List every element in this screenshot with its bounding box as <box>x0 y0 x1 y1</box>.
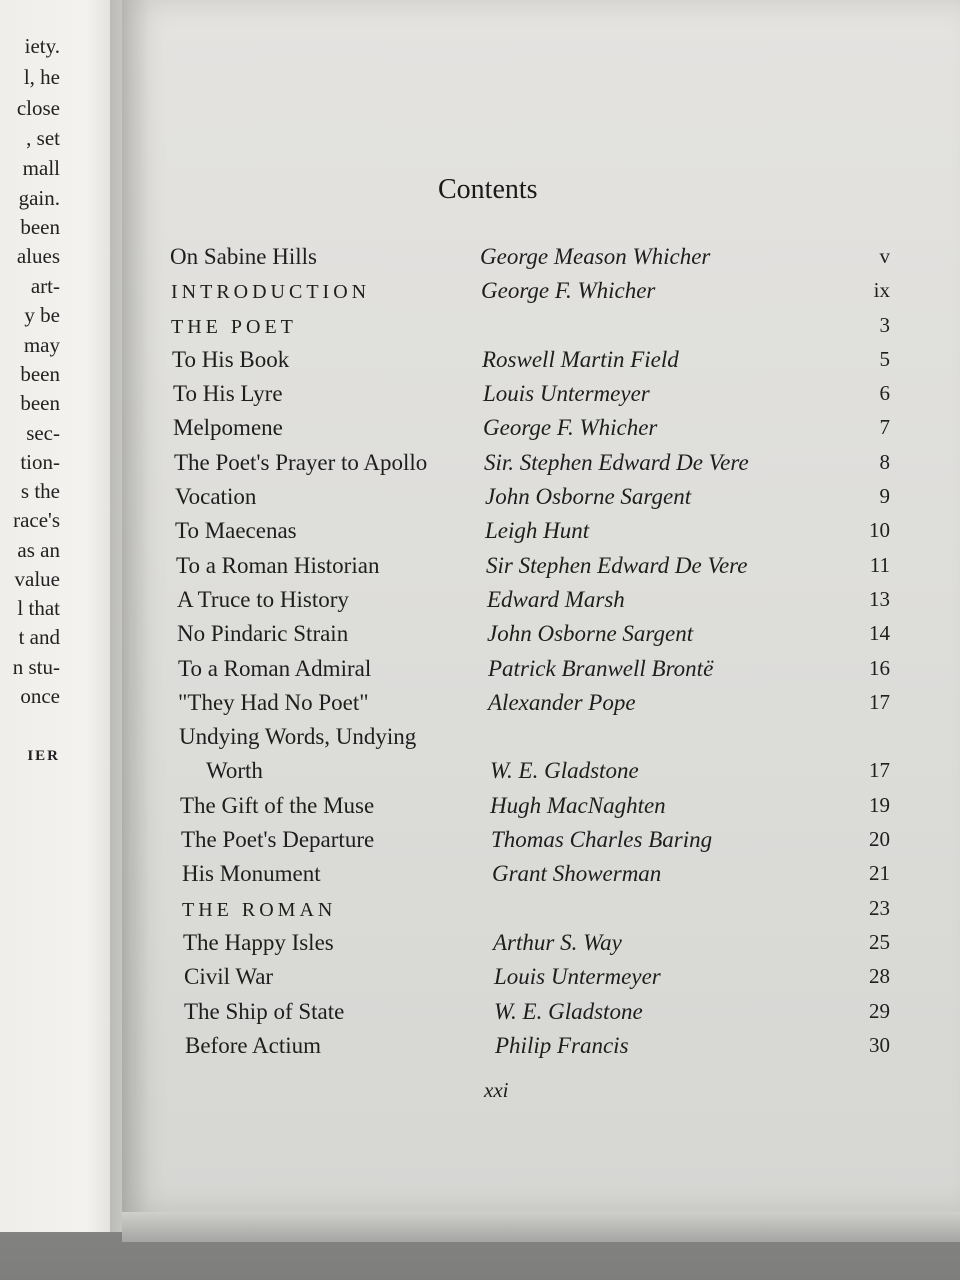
toc-entry-page-number: 10 <box>869 518 890 543</box>
toc-entry-title: "They Had No Poet" <box>178 689 369 715</box>
toc-entry-page-number: 30 <box>869 1032 890 1057</box>
toc-entry-author: Arthur S. Way <box>493 929 622 955</box>
toc-entry <box>183 926 890 960</box>
toc-entry-title: Melpomene <box>173 415 283 441</box>
toc-entry-author: Alexander Pope <box>488 689 636 715</box>
left-page-text-fragment: art- <box>30 274 60 298</box>
page-number-folio: xxi <box>484 1078 509 1102</box>
toc-entry-title: Worth <box>206 758 263 784</box>
toc-entry-title: Civil War <box>184 964 274 990</box>
toc-entry-page-number: 5 <box>879 346 890 371</box>
toc-entry <box>178 686 890 720</box>
toc-entry-title: No Pindaric Strain <box>177 621 349 647</box>
left-page-text-fragment: tion- <box>20 450 60 474</box>
toc-entry-author: W. E. Gladstone <box>494 998 643 1024</box>
toc-entry <box>176 549 890 583</box>
toc-entry <box>177 583 890 617</box>
left-page-text-fragment: once <box>20 684 60 708</box>
toc-entry-title: To a Roman Historian <box>176 552 380 578</box>
toc-entry-page-number: 9 <box>879 484 890 509</box>
toc-entry-author: Leigh Hunt <box>485 518 590 544</box>
toc-entry-title: His Monument <box>182 861 321 887</box>
toc-section-heading: THE ROMAN <box>182 898 337 921</box>
toc-entry-title: To His Lyre <box>173 381 283 407</box>
left-page-text-fragment: n stu- <box>12 655 60 679</box>
left-page-text-fragment: sec- <box>26 421 60 445</box>
toc-entry-title: To a Roman Admiral <box>178 655 372 681</box>
toc-entry-author: Grant Showerman <box>492 861 662 887</box>
left-page-text-fragment: been <box>20 391 60 415</box>
toc-entry <box>172 343 890 377</box>
toc-entry-page-number: 21 <box>869 861 890 886</box>
toc-entry-page-number: 11 <box>869 552 890 577</box>
toc-entry-author: John Osborne Sargent <box>487 621 694 647</box>
toc-entry-page-number: 6 <box>879 381 890 406</box>
toc-entry <box>182 857 890 891</box>
toc-entry <box>184 960 890 994</box>
left-page-text-fragment: IER <box>27 748 60 764</box>
toc-entry-title: The Poet's Departure <box>181 827 375 853</box>
left-page-text-fragment: been <box>20 362 60 386</box>
toc-entry <box>175 514 890 548</box>
toc-entry-author: Hugh MacNaghten <box>490 792 666 818</box>
toc-entry-author: George F. Whicher <box>481 278 656 304</box>
toc-entry <box>184 995 890 1029</box>
toc-entry-page-number: 3 <box>879 312 890 337</box>
toc-entry-author: Patrick Branwell Brontë <box>488 655 714 681</box>
toc-entry-page-number: 8 <box>879 449 890 474</box>
left-page-text-fragment: , set <box>26 126 60 150</box>
toc-entry-title: The Poet's Prayer to Apollo <box>174 449 428 475</box>
toc-entry-author: George F. Whicher <box>483 415 658 441</box>
toc-entry-page-number: 25 <box>869 929 890 954</box>
toc-entry <box>170 240 890 274</box>
toc-entry-page-number: 14 <box>869 621 890 646</box>
toc-entry-title: Undying Words, Undying <box>179 724 417 750</box>
toc-entry-title: To His Book <box>172 346 290 372</box>
toc-entry <box>185 1029 890 1063</box>
toc-entry-author: Roswell Martin Field <box>482 346 679 372</box>
left-page-text-fragment: gain. <box>18 186 60 210</box>
toc-entry-page-number: 20 <box>869 827 890 852</box>
toc-entry-page-number: v <box>879 244 890 268</box>
contents-page <box>122 0 960 1212</box>
left-page-text-fragment: race's <box>13 508 60 532</box>
toc-entry <box>179 720 890 754</box>
left-facing-page <box>0 0 122 1232</box>
toc-entry-author: Thomas Charles Baring <box>491 827 713 853</box>
toc-entry <box>178 652 890 686</box>
toc-entry-page-number: 13 <box>869 586 890 611</box>
toc-entry-page-number: 29 <box>869 998 890 1023</box>
toc-entry-page-number: 17 <box>869 758 890 783</box>
toc-entry-page-number: ix <box>873 278 890 303</box>
toc-entry-title: Vocation <box>175 484 257 510</box>
toc-entry-author: Louis Untermeyer <box>483 381 650 407</box>
toc-entry <box>177 617 890 651</box>
left-page-text-fragment: mall <box>22 156 60 180</box>
toc-entry-title: The Happy Isles <box>183 929 334 955</box>
left-page-text-fragment: alues <box>16 244 60 268</box>
left-page-text-fragment: as an <box>17 538 60 562</box>
left-page-text-fragment: l, he <box>23 65 60 89</box>
left-page-text-fragment: l that <box>17 596 60 620</box>
toc-entry <box>173 411 890 445</box>
left-page-text-fragment: value <box>14 567 60 591</box>
toc-entry-author: Louis Untermeyer <box>494 964 661 990</box>
toc-entry-page-number: 17 <box>869 689 890 714</box>
toc-entry <box>174 446 890 480</box>
page-bottom-edge <box>122 1212 960 1242</box>
toc-entry-author: Philip Francis <box>495 1032 629 1058</box>
toc-entry-title: The Ship of State <box>184 998 345 1024</box>
left-page-text-fragment: s the <box>20 479 60 503</box>
toc-entry-title: The Gift of the Muse <box>180 792 375 818</box>
toc-entry <box>182 892 890 926</box>
toc-entry-author: Edward Marsh <box>487 586 625 612</box>
toc-entry <box>175 480 890 514</box>
toc-entry <box>181 823 890 857</box>
left-page-text-fragment: close <box>16 96 60 120</box>
toc-entry-author: John Osborne Sargent <box>485 484 692 510</box>
toc-entry-author: Sir. Stephen Edward De Vere <box>484 449 749 475</box>
toc-entry-page-number: 16 <box>869 655 890 680</box>
left-page-text-fragment: been <box>20 215 60 239</box>
toc-entry <box>180 754 890 788</box>
toc-entry <box>171 309 890 343</box>
book-gutter-shadow <box>110 0 150 1232</box>
left-page-text-fragment: iety. <box>24 34 60 58</box>
toc-entry-page-number: 23 <box>869 895 890 920</box>
toc-entry-author: Sir Stephen Edward De Vere <box>486 552 748 578</box>
toc-entry-title: On Sabine Hills <box>170 244 317 269</box>
left-page-text-fragment: t and <box>18 625 60 649</box>
left-page-text-fragment: y be <box>24 303 60 327</box>
left-page-text-fragment: may <box>23 333 60 357</box>
toc-entry-page-number: 7 <box>879 415 890 440</box>
toc-entry-title: A Truce to History <box>177 586 349 612</box>
contents-page-body <box>122 0 960 1212</box>
toc-entry <box>171 274 890 308</box>
toc-entry-author: W. E. Gladstone <box>490 758 639 784</box>
toc-entry-author: George Meason Whicher <box>480 244 711 269</box>
toc-section-heading: INTRODUCTION <box>171 281 371 304</box>
toc-section-heading: THE POET <box>171 315 297 338</box>
toc-entry-page-number: 19 <box>869 792 890 817</box>
toc-entry <box>173 377 890 411</box>
toc-entry <box>180 789 890 823</box>
page-title: Contents <box>438 174 538 205</box>
toc-entry-page-number: 28 <box>869 964 890 989</box>
toc-entry-title: Before Actium <box>185 1032 322 1058</box>
toc-entry-title: To Maecenas <box>175 518 297 544</box>
table-of-contents <box>170 240 890 1063</box>
